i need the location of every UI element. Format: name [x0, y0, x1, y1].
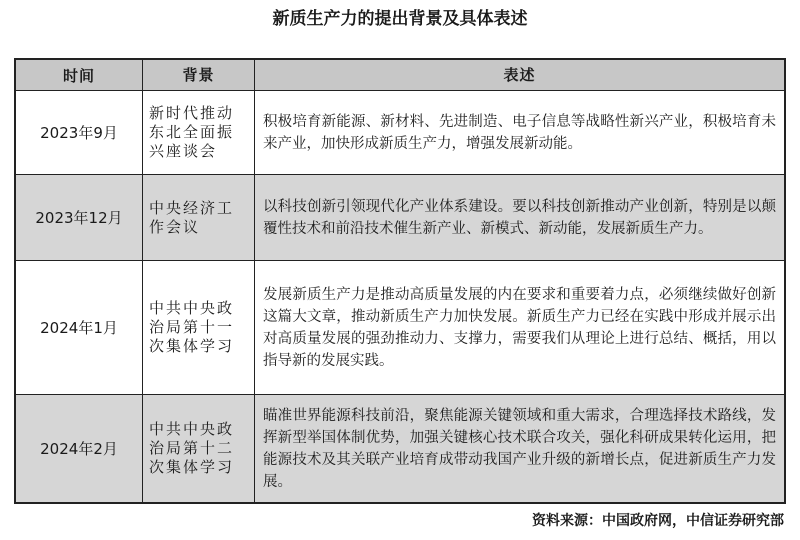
row-background: 新时代推动东北全面振兴座谈会 — [142, 91, 254, 174]
table-row — [16, 394, 784, 502]
row-statement: 积极培育新能源、新材料、先进制造、电子信息等战略性新兴产业，积极培育未来产业，加快形成新质生产力，增强发展新动能。 — [254, 91, 784, 174]
row-date: 2023年9月 — [40, 124, 118, 142]
table-row — [16, 174, 784, 260]
row-statement: 发展新质生产力是推动高质量发展的内在要求和重要着力点，必须继续做好创新这篇大文章，推动新质生产力加快发展。新质生产力已经在实践中形成并展示出对高质量发展的强劲推动力、支撑力，需要我们从理论上进行总结、概括，用以指导新的发展实践。 — [254, 261, 784, 394]
header-background: 背景 — [142, 60, 254, 90]
table-row — [16, 260, 784, 394]
header-time: 时间 — [62, 66, 95, 85]
table-title: 新质生产力的提出背景及具体表述 — [272, 9, 528, 29]
row-background: 中共中央政治局第十二次集体学习 — [142, 395, 254, 502]
row-date: 2023年12月 — [35, 209, 123, 227]
row-background: 中共中央政治局第十一次集体学习 — [142, 261, 254, 394]
row-statement: 以科技创新引领现代化产业体系建设。要以科技创新推动产业创新，特别是以颠覆性技术和前沿技术催生新产业、新模式、新动能，发展新质生产力。 — [254, 175, 784, 260]
row-background: 中央经济工作会议 — [142, 175, 254, 260]
source-note: 资料来源：中国政府网，中信证券研究部 — [532, 513, 784, 529]
row-statement: 瞄准世界能源科技前沿，聚焦能源关键领域和重大需求，合理选择技术路线，发挥新型举国体制优势，加强关键核心技术联合攻关，强化科研成果转化运用，把能源技术及其关联产业培育成带动我国产业升级的新增长点，促进新质生产力发展。 — [254, 395, 784, 502]
header-statement: 表述 — [254, 60, 784, 90]
row-date: 2024年1月 — [40, 319, 118, 337]
statement-table — [14, 58, 786, 504]
table-header-row — [16, 60, 784, 90]
table-row — [16, 90, 784, 174]
row-date: 2024年2月 — [40, 440, 118, 458]
